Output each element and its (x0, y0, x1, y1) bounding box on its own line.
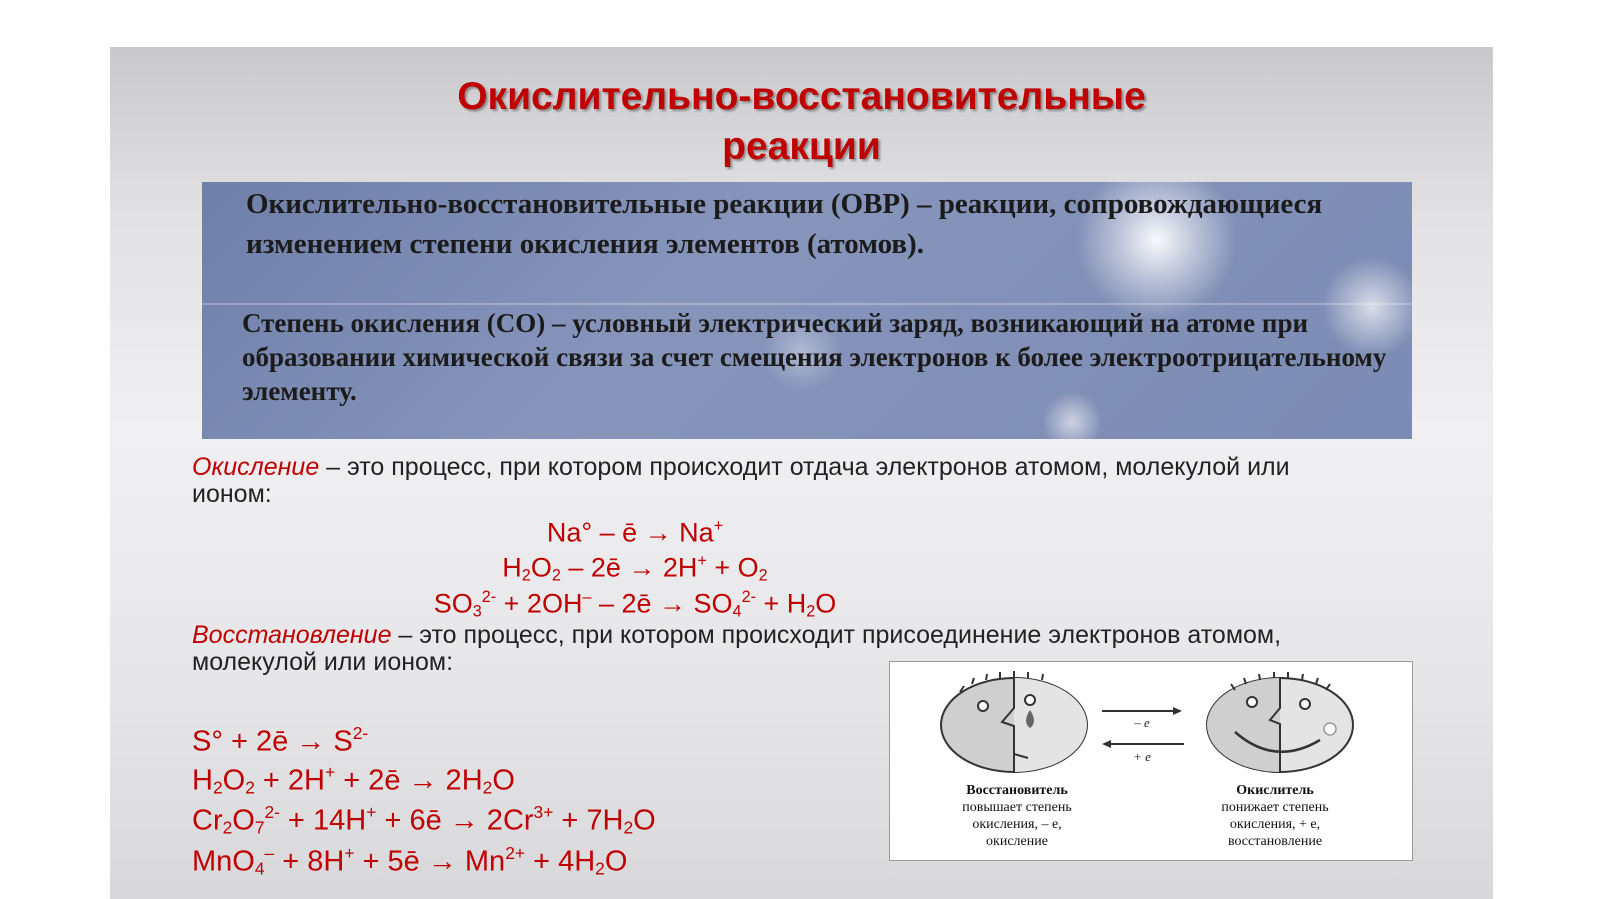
oxidation-text: – это процесс, при котором происходит отдача электронов атомом, молекулой или ионом: (192, 453, 1290, 508)
slide-title-line1: Окислительно-восстановительные (457, 75, 1146, 118)
ovr-definition: Окислительно-восстановительные реакции (ОВР) – реакции, сопровождающиеся изменением степени окисления элементов (атомов). (246, 188, 1323, 260)
reduction-equation-2: $H_2O_2 + 2H^+$ + 2ē → $2H_2O$ (192, 762, 515, 798)
oxidizer-caption-line2: окисления, + e, (1229, 817, 1321, 832)
arrow-bottom-label: + e (1133, 749, 1151, 764)
redox-faces-figure (889, 661, 1413, 861)
reduction-equation-3: $Cr_2O_7^{2-} + 14H^+$ + 6ē → $2Cr^{3+} + 7H_2O$ (192, 802, 656, 838)
slide-title-line2: реакции (722, 125, 881, 168)
oxidizer-caption-title: Окислитель (1236, 783, 1314, 798)
oxidation-equation-3: $SO_3^{2-} + 2OH^-$ – 2ē → $SO_4^{2-} + H_2O$ (433, 588, 837, 621)
oxidation-state-definition: Степень окисления (СО) – условный электрический заряд, возникающий на атоме при образовании химической связи за счет смещения электронов к более электроотрицательному элементу. (242, 308, 1387, 406)
oxidizer-caption (1175, 782, 1375, 850)
arrow-top-label: – e (1134, 715, 1150, 730)
reducer-caption-line1: повышает степень (962, 800, 1072, 815)
oxidation-term: Окисление (192, 453, 320, 481)
happy-face-icon (1207, 672, 1353, 772)
oxidizer-caption-line3: восстановление (1227, 834, 1323, 849)
oxidation-equation-1: Na° – ē → Na+ (546, 517, 724, 548)
oxidation-paragraph (192, 454, 1372, 508)
reduction-equation-4: MnO$_4$– + 8H+ + 5ē → $Mn^{2+} + 4H_2O$ (192, 843, 628, 879)
slide (110, 47, 1493, 899)
reducer-caption-line2: окисления, – e, (972, 817, 1062, 832)
oxidizer-caption-line1: понижает степень (1221, 800, 1329, 815)
reducer-caption-title: Восстановитель (966, 783, 1068, 798)
reduction-term: Восстановление (192, 621, 392, 649)
definition-box (202, 182, 1412, 439)
reducer-caption-line3: окисление (986, 834, 1048, 849)
definition-divider (202, 303, 1412, 305)
reduction-text: – это процесс, при котором происходит присоединение электронов атомом, молекулой или ионом: (192, 621, 1282, 676)
reduction-equation-1: S° + 2ē → $S^{2-}$ (192, 723, 369, 758)
sad-face-icon (941, 671, 1087, 772)
oxidation-equation-2: $H_2O_2$ – 2ē → $2H^+ + O_2$ (502, 552, 768, 585)
reducer-caption (917, 782, 1117, 850)
